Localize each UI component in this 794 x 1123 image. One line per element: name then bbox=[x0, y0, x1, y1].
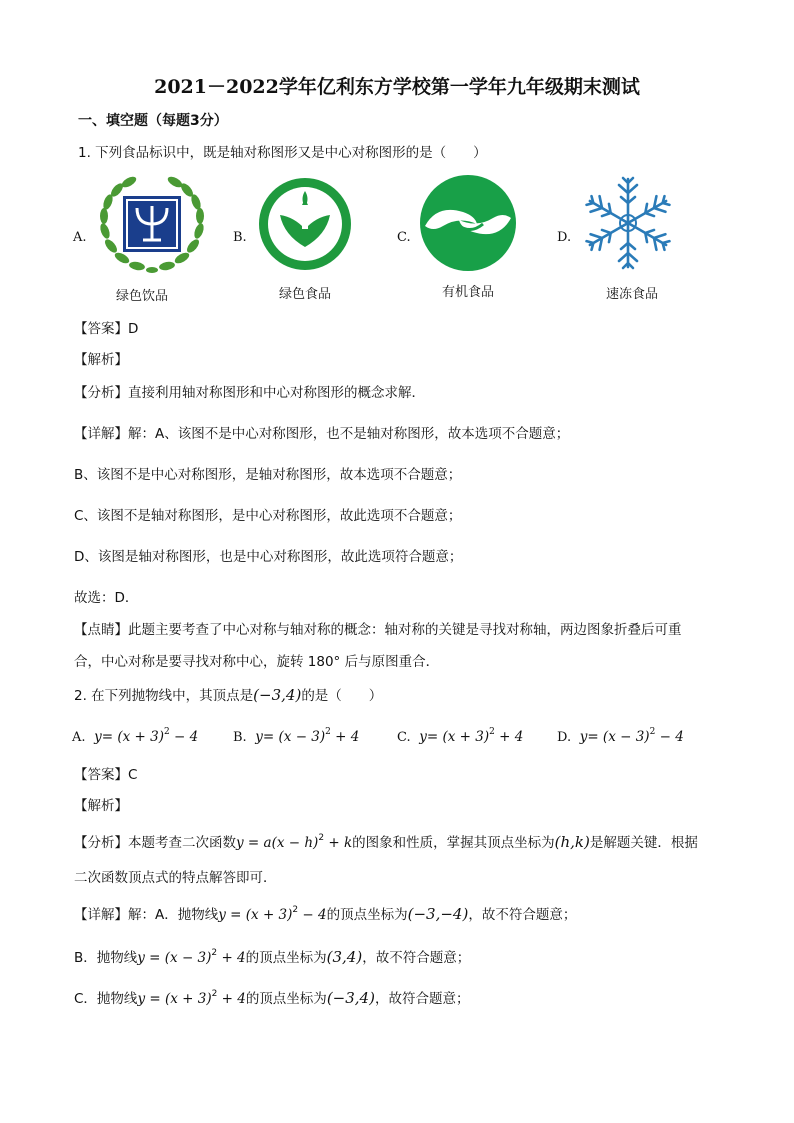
q1-analysis-tag: 【解析】 bbox=[74, 352, 128, 368]
q1-option-b-letter: B. bbox=[233, 230, 247, 245]
q2-option-c-lhs: y bbox=[419, 729, 427, 745]
q2-d3-formula: y = (x + 3) bbox=[137, 991, 212, 1007]
q2-d2-mid: 的顶点坐标为 bbox=[245, 950, 327, 966]
green-food-icon bbox=[258, 177, 352, 271]
q2-d2-exp: 2 bbox=[211, 948, 218, 958]
q2-fenxi-c: 是解题关键．根据 bbox=[589, 835, 698, 851]
q2-fenxi-formula: y = a(x − h) bbox=[236, 835, 319, 851]
q2-option-c-letter: C. bbox=[397, 730, 411, 745]
q2-fenxi-line1 bbox=[74, 831, 698, 851]
q2-d3-tail: + 4 bbox=[217, 991, 246, 1007]
q2-detail-c bbox=[74, 987, 469, 1007]
q2-option-d-letter: D. bbox=[557, 730, 572, 745]
q2-detail-a bbox=[74, 903, 576, 923]
q2-option-b-letter: B. bbox=[233, 730, 247, 745]
q2-option-d-eq: = (x − 3) bbox=[587, 729, 650, 745]
q2-option-a-eq: = (x + 3) bbox=[101, 729, 164, 745]
q1-detail-b: B、该图不是中心对称图形，是轴对称图形，故本选项不合题意； bbox=[74, 467, 462, 483]
q2-d1-pre: 【详解】解：A．抛物线 bbox=[74, 907, 219, 923]
q2-d1-exp: 2 bbox=[292, 905, 299, 915]
q1-dianjing-line2: 合，中心对称是要寻找对称中心，旋转 180° 后与原图重合． bbox=[74, 654, 440, 670]
q2-option-a-lhs: y bbox=[94, 729, 102, 745]
q1-choose: 故选：D． bbox=[74, 590, 139, 606]
q2-d1-point: (−3,−4) bbox=[407, 905, 469, 923]
q2-fenxi-a: 【分析】本题考查二次函数 bbox=[74, 835, 236, 851]
q2-option-a-letter: A. bbox=[72, 730, 86, 745]
q2-option-b-lhs: y bbox=[255, 729, 263, 745]
q2-option-b-eq: = (x − 3) bbox=[262, 729, 326, 745]
green-drink-icon bbox=[97, 176, 207, 274]
q2-stem-pre: 2. 在下列抛物线中，其顶点是 bbox=[74, 688, 254, 704]
q2-option-a bbox=[72, 727, 198, 745]
q2-d3-mid: 的顶点坐标为 bbox=[245, 991, 327, 1007]
q1-option-d-letter: D. bbox=[557, 230, 572, 245]
q1-option-a-caption: 绿色饮品 bbox=[115, 289, 168, 304]
q2-option-d bbox=[557, 727, 684, 745]
snowflake-icon bbox=[583, 176, 673, 270]
q1-option-a-letter: A. bbox=[73, 230, 87, 245]
q2-analysis-tag: 【解析】 bbox=[74, 798, 128, 814]
q2-fenxi-exp: 2 bbox=[318, 833, 325, 843]
q2-d1-tail: − 4 bbox=[298, 907, 327, 923]
q1-detail-c: C、该图不是轴对称图形，是中心对称图形，故此选项不合题意； bbox=[74, 508, 462, 524]
q2-option-c bbox=[397, 727, 523, 745]
q2-option-a-tail: − 4 bbox=[169, 729, 199, 745]
q2-d1-post: ，故不符合题意； bbox=[468, 907, 577, 923]
q2-d2-formula: y = (x − 3) bbox=[137, 950, 212, 966]
q2-d1-formula: y = (x + 3) bbox=[218, 907, 293, 923]
q2-d3-post: ，故符合题意； bbox=[374, 991, 470, 1007]
q2-stem bbox=[74, 684, 382, 704]
q1-option-c-caption: 有机食品 bbox=[441, 285, 494, 300]
q2-fenxi-point: (h,k) bbox=[554, 833, 590, 851]
q2-fenxi-b: 的图象和性质，掌握其顶点坐标为 bbox=[352, 835, 555, 851]
q2-stem-post: 的是（ ） bbox=[301, 688, 383, 704]
q2-option-a-exp: 2 bbox=[164, 727, 170, 737]
q1-stem: 1. 下列食品标识中，既是轴对称图形又是中心对称图形的是（ ） bbox=[78, 145, 487, 161]
q2-option-c-exp: 2 bbox=[489, 727, 495, 737]
q2-option-b-exp: 2 bbox=[325, 727, 331, 737]
q2-stem-point: (−3,4) bbox=[253, 686, 302, 704]
q2-option-d-exp: 2 bbox=[649, 727, 656, 737]
q2-option-c-tail: + 4 bbox=[494, 729, 524, 745]
q1-option-c-letter: C. bbox=[397, 230, 411, 245]
q2-d3-pre: C．抛物线 bbox=[74, 991, 138, 1007]
page-title: 2021－2022学年亿利东方学校第一学年九年级期末测试 bbox=[154, 76, 640, 98]
q2-option-b bbox=[233, 727, 359, 745]
q2-option-c-eq: = (x + 3) bbox=[426, 729, 490, 745]
q2-d2-pre: B．抛物线 bbox=[74, 950, 138, 966]
q2-answer: 【答案】C bbox=[74, 767, 138, 783]
q2-detail-b bbox=[74, 946, 470, 966]
q2-d3-exp: 2 bbox=[211, 989, 218, 999]
q1-answer: 【答案】D bbox=[74, 321, 139, 337]
q1-detail-a: 【详解】解：A、该图不是中心对称图形，也不是轴对称图形，故本选项不合题意； bbox=[74, 426, 570, 442]
section-heading: 一、填空题（每题3分） bbox=[78, 113, 228, 129]
organic-food-icon bbox=[419, 174, 517, 272]
q2-d3-point: (−3,4) bbox=[326, 989, 375, 1007]
q2-fenxi-formula-tail: + k bbox=[324, 835, 353, 851]
q1-detail-d: D、该图是轴对称图形，也是中心对称图形，故此选项符合题意； bbox=[74, 549, 463, 565]
q2-d2-point: (3,4) bbox=[326, 948, 363, 966]
q1-dianjing-line1: 【点睛】此题主要考查了中心对称与轴对称的概念：轴对称的关键是寻找对称轴，两边图象折叠后可重 bbox=[74, 622, 682, 638]
q2-d2-tail: + 4 bbox=[217, 950, 246, 966]
q2-d1-mid: 的顶点坐标为 bbox=[326, 907, 408, 923]
q2-fenxi-line2: 二次函数顶点式的特点解答即可． bbox=[74, 870, 277, 886]
q2-d2-post: ，故不符合题意； bbox=[362, 950, 471, 966]
q2-option-b-tail: + 4 bbox=[330, 729, 360, 745]
q2-option-d-tail: − 4 bbox=[655, 729, 684, 745]
q2-option-d-lhs: y bbox=[579, 729, 588, 745]
q1-option-d-caption: 速冻食品 bbox=[605, 287, 658, 302]
q1-fenxi: 【分析】直接利用轴对称图形和中心对称图形的概念求解． bbox=[74, 385, 425, 401]
q1-option-b-caption: 绿色食品 bbox=[278, 287, 331, 302]
